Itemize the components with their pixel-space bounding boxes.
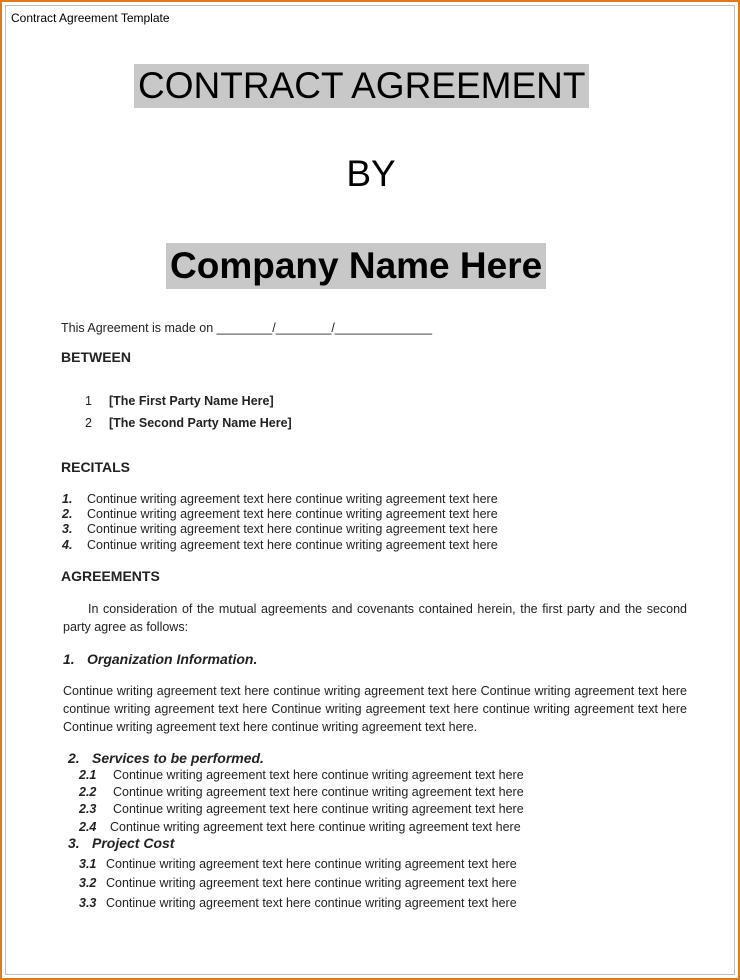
section-heading — [68, 835, 174, 851]
item-number: 2.4 — [79, 820, 97, 834]
recital-text: Continue writing agreement text here continue writing agreement text here — [87, 507, 498, 521]
list-item — [79, 820, 521, 834]
by-heading: BY — [346, 153, 396, 194]
item-number: 2.3 — [79, 802, 97, 816]
party-number: 1 — [85, 394, 92, 408]
recital-item — [62, 507, 498, 521]
party-name: [The Second Party Name Here] — [109, 416, 292, 430]
item-text: Continue writing agreement text here continue writing agreement text here — [113, 802, 524, 816]
recital-item — [62, 492, 498, 506]
party-item — [85, 416, 292, 430]
party-number: 2 — [85, 416, 92, 430]
item-number: 2.2 — [79, 785, 97, 799]
list-item — [79, 857, 517, 871]
list-item — [79, 802, 524, 816]
section-title: Organization Information. — [87, 651, 258, 667]
section-title: Project Cost — [92, 835, 175, 851]
recitals-heading: RECITALS — [61, 459, 130, 475]
recital-number: 2. — [62, 507, 73, 521]
recital-number: 4. — [62, 538, 73, 552]
item-text: Continue writing agreement text here continue writing agreement text here — [106, 857, 517, 871]
agreements-intro: In consideration of the mutual agreements and covenants contained herein, the first party and the second party agree as follows: — [63, 602, 687, 634]
item-number: 3.2 — [79, 876, 97, 890]
company-name: Company Name Here — [166, 243, 546, 289]
item-number: 2.1 — [79, 768, 97, 782]
section-title: Services to be performed. — [92, 750, 264, 766]
item-text: Continue writing agreement text here continue writing agreement text here — [113, 768, 524, 782]
section-number: 2. — [68, 750, 80, 766]
recital-text: Continue writing agreement text here continue writing agreement text here — [87, 538, 498, 552]
list-item — [79, 785, 524, 799]
section-heading — [68, 750, 264, 766]
party-item — [85, 394, 274, 408]
agreement-date-line: This Agreement is made on ________/________/______________ — [61, 321, 433, 335]
party-name: [The First Party Name Here] — [109, 394, 274, 408]
section-number: 1. — [63, 651, 75, 667]
section-heading — [63, 651, 257, 667]
item-text: Continue writing agreement text here continue writing agreement text here — [113, 785, 524, 799]
section-number: 3. — [68, 835, 80, 851]
recital-number: 3. — [62, 522, 73, 536]
document-label: Contract Agreement Template — [11, 11, 170, 25]
item-number: 3.3 — [79, 896, 97, 910]
list-item — [79, 896, 517, 910]
recital-item — [62, 522, 498, 536]
list-item — [79, 876, 517, 890]
section-body: Continue writing agreement text here continue writing agreement text here Continue writing agreement text here continue writing agreement text here Continue writing agreement text here continue writing agreement text here Continue writing agreement text here continue writing agreement text here. — [63, 684, 687, 734]
agreements-heading: AGREEMENTS — [61, 568, 160, 584]
recital-number: 1. — [62, 492, 73, 506]
document-page — [5, 5, 735, 975]
recital-text: Continue writing agreement text here continue writing agreement text here — [87, 492, 498, 506]
contract-title: CONTRACT AGREEMENT — [134, 64, 589, 108]
between-heading: BETWEEN — [61, 349, 131, 365]
item-text: Continue writing agreement text here continue writing agreement text here — [106, 896, 517, 910]
item-text: Continue writing agreement text here continue writing agreement text here — [106, 876, 517, 890]
list-item — [79, 768, 524, 782]
item-number: 3.1 — [79, 857, 97, 871]
item-text: Continue writing agreement text here continue writing agreement text here — [110, 820, 521, 834]
recital-item — [62, 538, 498, 552]
recital-text: Continue writing agreement text here continue writing agreement text here — [87, 522, 498, 536]
